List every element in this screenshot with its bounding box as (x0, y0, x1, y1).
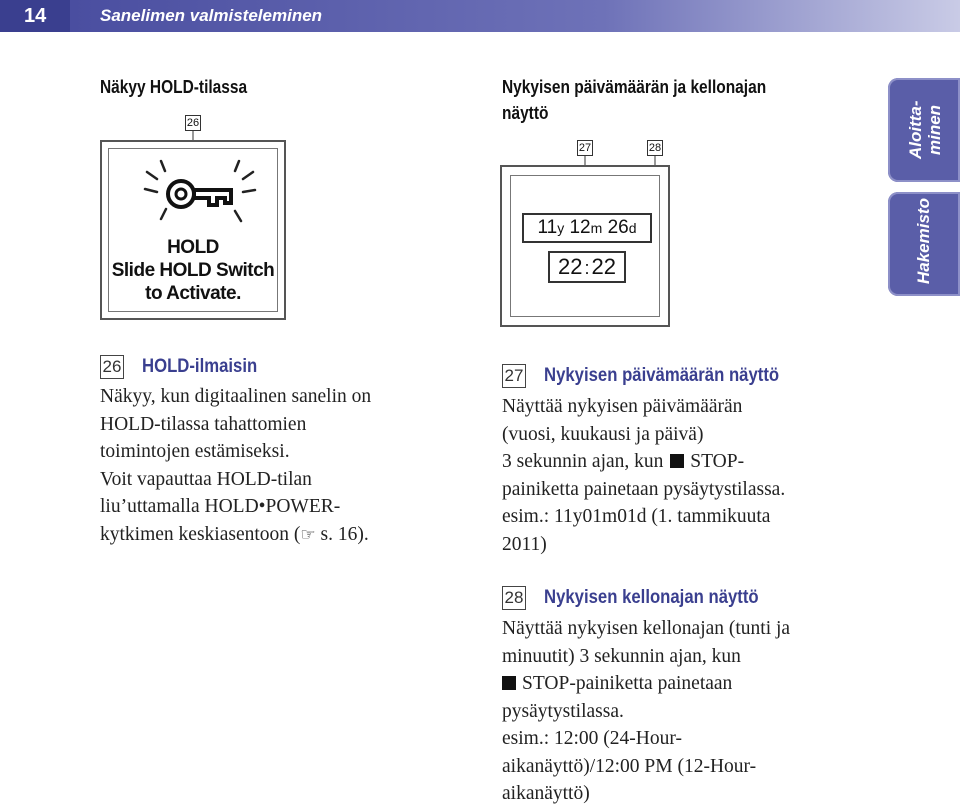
stop-icon (502, 676, 516, 690)
hold-desc-line: Näkyy, kun digitaalinen sanelin on (100, 386, 372, 407)
hold-desc-line: toimintojen estämiseksi. (100, 441, 290, 462)
hold-indicator-heading (100, 355, 273, 379)
date-display-heading (502, 364, 811, 388)
time-desc-line: pysäytystilassa. (502, 700, 624, 722)
date-time-screen (500, 165, 670, 327)
page-number: 14 (0, 0, 70, 32)
tab-aloittaminen[interactable] (888, 78, 960, 182)
time-desc-line: Näyttää nykyisen kellonajan (tunti ja (502, 618, 791, 639)
date-figure-heading-2: näyttö (502, 103, 549, 123)
time-desc-line (502, 670, 790, 698)
time-minutes: 22 (591, 254, 616, 279)
date-month: 12 (569, 217, 591, 238)
date-month-unit: m (590, 220, 603, 236)
stop-icon (670, 454, 684, 468)
time-display (548, 251, 626, 283)
date-desc-line: painiketta painetaan pysäytystilassa. (502, 478, 786, 500)
time-callout-tag: 28 (648, 142, 662, 154)
date-display-description (502, 393, 785, 558)
time-desc-text: STOP-painiketta painetaan (522, 673, 733, 694)
date-display-title: Nykyisen päivämäärän näyttö (544, 365, 780, 386)
hold-screen-inner (108, 148, 278, 312)
date-desc-text: 3 sekunnin ajan, kun (502, 451, 664, 472)
date-callout-tag: 27 (578, 142, 592, 154)
hold-indicator-description (100, 383, 371, 549)
page-reference-link[interactable]: s. 16). (320, 523, 369, 545)
time-display-description (502, 615, 790, 808)
hold-desc-line: liu’uttamalla HOLD•POWER- (100, 496, 341, 517)
hold-callout-tag: 26 (186, 117, 200, 129)
time-display-number: 28 (502, 586, 526, 610)
date-desc-line: esim.: 11y01m01d (1. tammikuuta (502, 506, 771, 527)
key-icon (109, 149, 281, 229)
hold-indicator-number: 26 (100, 355, 124, 379)
time-display-heading (502, 586, 788, 610)
hold-desc-line: Voit vapauttaa HOLD-tilan (100, 468, 312, 490)
date-figure-heading-1: Nykyisen päivämäärän ja kellonajan (502, 77, 767, 97)
time-hours: 22 (558, 254, 583, 279)
date-desc-line: 2011) (502, 533, 547, 555)
hold-indicator-title: HOLD-ilmaisin (142, 356, 258, 377)
date-display (522, 213, 652, 243)
hold-figure-heading: Näkyy HOLD-tilassa (100, 77, 248, 97)
date-desc-line (502, 448, 785, 476)
page-header (0, 0, 960, 32)
time-separator: : (584, 258, 590, 278)
tab-hakemisto-label: Hakemisto (914, 198, 933, 284)
hold-desc-line (100, 521, 371, 550)
date-day-unit: d (628, 220, 637, 236)
time-desc-line: aikanäyttö)/12:00 PM (12-Hour- (502, 755, 757, 777)
hold-screen-line-2: Slide HOLD Switch (111, 260, 275, 281)
date-desc-text: STOP- (690, 451, 745, 472)
hold-desc-text: kytkimen keskiasentoon ( (100, 523, 301, 545)
time-desc-line: minuutit) 3 sekunnin ajan, kun (502, 645, 741, 667)
date-year-unit: y (557, 220, 565, 236)
time-display-title: Nykyisen kellonajan näyttö (544, 587, 759, 608)
tab-hakemisto[interactable] (888, 192, 960, 296)
time-desc-line: esim.: 12:00 (24-Hour- (502, 728, 682, 749)
date-time-screen-inner (510, 175, 660, 317)
hold-screen (100, 140, 286, 320)
tab-aloittaminen-label: Aloitta- minen (906, 100, 944, 160)
time-desc-line: aikanäyttö) (502, 783, 590, 804)
date-desc-line: (vuosi, kuukausi ja päivä) (502, 423, 704, 445)
section-title: Sanelimen valmisteleminen (100, 6, 323, 25)
date-display-number: 27 (502, 364, 526, 388)
hold-desc-line: HOLD-tilassa tahattomien (100, 413, 307, 435)
hold-screen-line-1: HOLD (167, 237, 219, 258)
date-year: 11 (537, 217, 558, 238)
date-desc-line: Näyttää nykyisen päivämäärän (502, 396, 743, 417)
pointing-hand-icon: ☞ (300, 524, 316, 545)
hold-screen-line-3: to Activate. (145, 283, 241, 304)
date-day: 26 (607, 217, 629, 238)
